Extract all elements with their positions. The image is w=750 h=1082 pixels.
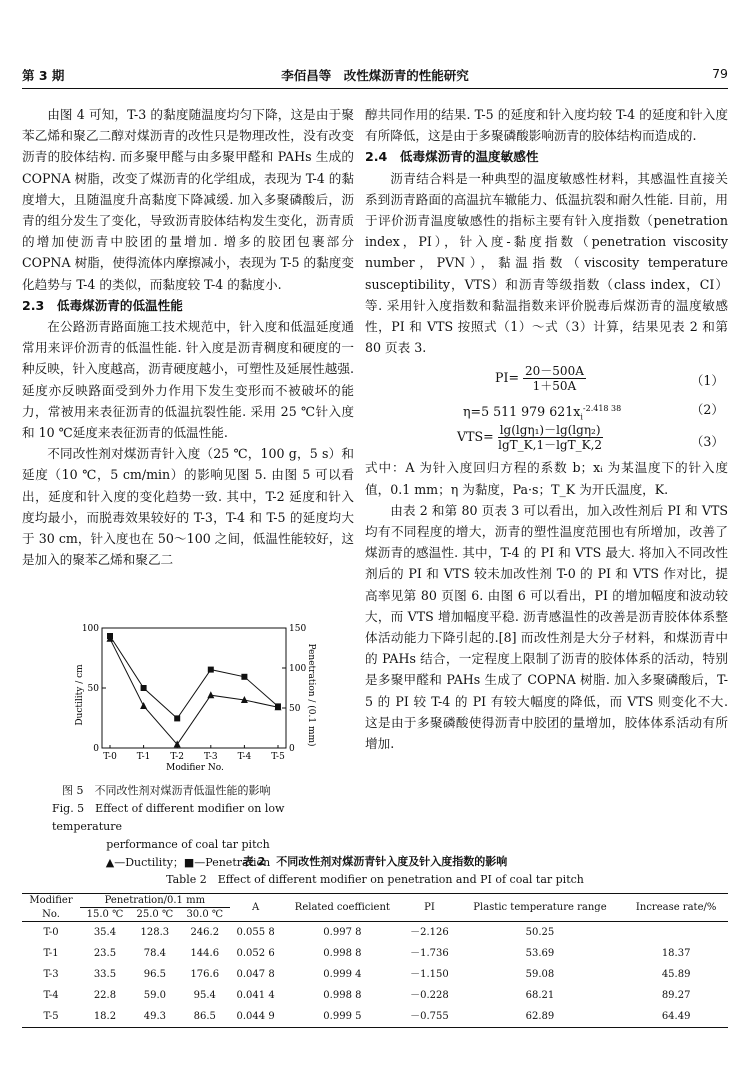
table-row xyxy=(22,964,728,985)
equation-3-number: （3） xyxy=(690,434,724,450)
equation-3-lhs: VTS= xyxy=(457,429,494,445)
table-cell: 0.997 8 xyxy=(323,927,362,938)
y-tick-label-left: 0 xyxy=(93,744,99,754)
equation-1 xyxy=(365,362,728,396)
running-title: 李佰昌等 改性煤沥青的性能研究 xyxy=(281,68,469,83)
table-cell: －0.755 xyxy=(403,1006,455,1028)
table-cell: －2.126 xyxy=(410,927,449,938)
table-cell: 144.6 xyxy=(190,948,220,959)
x-tick-label: T-4 xyxy=(237,752,252,762)
table-cell: 59.0 xyxy=(143,990,166,1001)
y-tick-label-right: 50 xyxy=(289,704,301,714)
table-cell: 95.4 xyxy=(193,990,216,1001)
table-cell: 45.89 xyxy=(661,969,691,980)
equation-1-number: （1） xyxy=(690,373,724,389)
table-row xyxy=(22,943,728,964)
table-cell: 0.998 8 xyxy=(323,990,362,1001)
plot-frame xyxy=(102,628,286,748)
table-header-a: A xyxy=(230,894,282,922)
penetration-point xyxy=(141,685,147,691)
table-cell xyxy=(624,922,728,944)
table-cell: T-3 xyxy=(43,969,59,980)
table-cell: 62.89 xyxy=(456,1006,625,1028)
table-cell: 33.5 xyxy=(93,969,117,980)
paragraph: 式中：A 为针入度回归方程的系数 b；xᵢ 为某温度下的针入度值，0.1 mm；η 为黏度，Pa·s；T_K 为开氏温度，K. xyxy=(365,460,728,497)
table-cell: 0.999 5 xyxy=(282,1006,404,1028)
figure-caption-en-2: performance of coal tar pitch xyxy=(106,838,270,851)
figure-caption-en-1: Fig. 5 Effect of different modifier on low temperature xyxy=(52,802,285,833)
equation-2-subscript: i xyxy=(580,413,583,423)
table-cell: T-0 xyxy=(43,927,59,938)
table-cell: 176.6 xyxy=(190,969,220,980)
table-header-penetration: Penetration/0.1 mm xyxy=(80,894,230,908)
paragraph: 不同改性剂对煤沥青针入度（25 ℃，100 g，5 s）和延度（10 ℃，5 cm/min）的影响见图 5. 由图 5 可以看出，延度和针入度的变化趋势一致. 其中，T-2 延度和针入度均最小，而脱毒效果较好的 T-3，T-4 和 T-5 的延度均大于 30 cm，针入度也在 50～100 之间，低温性能较好，这是加入的聚苯乙烯和聚乙二 xyxy=(22,446,354,568)
table-cell: T-5 xyxy=(22,1006,80,1028)
table-cell: －0.228 xyxy=(410,990,449,1001)
y-tick-label-right: 0 xyxy=(289,744,295,754)
table-cell: 53.69 xyxy=(525,948,555,959)
equation-3 xyxy=(365,421,728,457)
penetration-point xyxy=(174,715,180,721)
section-heading-2-4: 2.4 低毒煤沥青的温度敏感性 xyxy=(365,149,539,165)
ductility-point xyxy=(207,691,214,698)
figure-5 xyxy=(22,620,354,869)
ductility-line xyxy=(110,639,278,745)
figure-caption-zh: 图 5 不同改性剂对煤沥青低温性能的影响 xyxy=(62,784,271,797)
running-header xyxy=(22,66,728,86)
figure-legend: ▲—Ductility；■—Penetration xyxy=(105,856,271,869)
penetration-point xyxy=(241,674,247,680)
paragraph: 由表 2 和第 80 页表 3 可以看出，加入改性剂后 PI 和 VTS 均有不同程度的增大，沥青的塑性温度范围也有所增加，改善了煤沥青的感温性. 其中，T-4 的 PI 和 VTS 最大. 将加入不同改性剂后的 PI 和 VTS 较未加改性剂 T-0 的 PI 和 VTS 作对比，提高率见第 80 页图 6. 由图 6 可以看出，PI 的增加幅度和波动较大，而 VTS 增加幅度平稳. 沥青感温性的改善是沥青胶体体系整体活动能力下降引起的.[8] 而改性剂是大分子材料，和煤沥青中的 PAHs 结合，一定程度上限制了沥青的胶体体系的活动，特别是多聚甲醛和 PAHs 生成了 COPNA 树脂. 加入多聚磷酸后，T-5 的 PI 较 T-4 的 PI 有较大幅度的降低，而 VTS 则变化不大. 这是由于多聚磷酸使得沥青中胶团的量增加，胶体体系活动有所增加. xyxy=(365,502,728,752)
table-cell: 18.37 xyxy=(661,948,691,959)
y-tick-label-left: 100 xyxy=(81,624,99,634)
table-2-caption-zh: 表 2 不同改性剂对煤沥青针入度及针入度指数的影响 xyxy=(242,855,508,868)
table-header-increase-rate: Increase rate/% xyxy=(624,894,728,922)
penetration-point xyxy=(208,667,214,673)
equation-3-numerator: lg(lgη₁)－lg(lgη₂) xyxy=(499,423,601,438)
equation-2-body: η=5 511 979 621x xyxy=(463,404,581,420)
table-cell: T-4 xyxy=(43,990,59,1001)
paragraph: 在公路沥青路面施工技术规范中，针入度和低温延度通常用来评价沥青的低温性能. 针入度是沥青稠度和硬度的一种反映，针入度越高，沥青硬度越小，可塑性及延展性越强. 延度亦反映路面受到外力作用下发生变形而不被破坏的能力，常被用来表征沥青的低温抗裂性能. 采用 25 ℃针入度和 10 ℃延度来表征沥青的低温性能. xyxy=(22,319,354,441)
table-header-related-coefficient: Related coefficient xyxy=(282,894,404,922)
table-header-30c: 30.0 ℃ xyxy=(180,908,230,922)
issue-number: 第 3 期 xyxy=(22,68,65,83)
table-cell: 0.055 8 xyxy=(236,927,275,938)
left-column xyxy=(22,104,354,570)
table-header-no: No. xyxy=(22,908,80,922)
table-cell: 0.041 4 xyxy=(236,990,275,1001)
table-cell: 0.052 6 xyxy=(236,948,275,959)
table-cell: 68.21 xyxy=(525,990,555,1001)
paragraph: 由图 4 可知，T-3 的黏度随温度均匀下降，这是由于聚苯乙烯和聚乙二醇对煤沥青的改性只是物理改性，没有改变沥青的胶体结构. 而多聚甲醛与由多聚甲醛和 PAHs 生成的 COPNA 树脂，改变了煤沥青的化学组成，表现为 T-4 的黏度增大，且随温度升高黏度下降减缓. 加入多聚磷酸后，沥青的组分发生了变化，导致沥青胶体结构发生变化，沥青质的增加使沥青中胶团的量增加. 增多的胶团包裹部分 COPNA 树脂，使得流体内摩擦减小，表现为 T-5 的黏度变化趋势与 T-4 的类似，而黏度较 T-4 的黏度小. xyxy=(22,107,354,292)
table-cell: 96.5 xyxy=(143,969,166,980)
figure-5-chart xyxy=(22,620,354,780)
table-header-modifier: Modifier xyxy=(22,894,80,908)
equation-2-exponent: -2.418 38 xyxy=(582,404,622,414)
y-tick-label-left: 50 xyxy=(87,684,99,694)
table-cell: 35.4 xyxy=(93,927,117,938)
table-header-15c: 15.0 ℃ xyxy=(80,908,130,922)
table-cell: 22.8 xyxy=(93,990,117,1001)
table-cell: 64.49 xyxy=(624,1006,728,1028)
table-cell: －1.736 xyxy=(410,948,449,959)
y-axis-label-left: Ductility / cm xyxy=(75,664,85,726)
penetration-point xyxy=(107,633,113,639)
y-tick-label-right: 100 xyxy=(289,664,307,674)
table-cell: 0.044 9 xyxy=(230,1006,282,1028)
table-header-pi: PI xyxy=(403,894,455,922)
table-cell: 0.998 8 xyxy=(323,948,362,959)
table-cell: 23.5 xyxy=(93,948,117,959)
x-tick-label: T-0 xyxy=(103,752,117,762)
page-number: 79 xyxy=(712,66,728,81)
equation-2-number: （2） xyxy=(690,402,724,418)
x-tick-label: T-1 xyxy=(136,752,151,762)
equation-1-lhs: PI= xyxy=(495,370,520,386)
table-cell: 59.08 xyxy=(525,969,555,980)
right-column xyxy=(365,104,728,754)
penetration-line xyxy=(110,636,278,718)
equation-2 xyxy=(365,396,728,421)
table-cell: 78.4 xyxy=(143,948,166,959)
table-cell: T-1 xyxy=(43,948,59,959)
table-cell: 89.27 xyxy=(661,990,691,1001)
table-header-25c: 25.0 ℃ xyxy=(130,908,180,922)
paragraph: 醇共同作用的结果. T-5 的延度和针入度均较 T-4 的延度和针入度有所降低，这是由于多聚磷酸影响沥青的胶体结构而造成的. xyxy=(365,107,728,144)
y-axis-label-right: Penetration / (0.1 mm) xyxy=(306,643,316,747)
table-cell: 86.5 xyxy=(180,1006,230,1028)
table-cell: 49.3 xyxy=(130,1006,180,1028)
table-row xyxy=(22,922,728,944)
penetration-point xyxy=(275,703,281,709)
x-axis-label: Modifier No. xyxy=(166,763,224,773)
paragraph: 沥青结合料是一种典型的温度敏感性材料，其感温性直接关系到沥青路面的高温抗车辙能力、低温抗裂和耐久性能. 目前，用于评价沥青温度敏感性的指标主要有针入度指数（penetration index，PI），针入度-黏度指数（penetration viscosity number，PVN），黏温指数（viscosity temperature susceptibility，VTS）和沥青等级指数（class index，CI）等. 采用针入度指数和黏温指数来评价脱毒后煤沥青的温度敏感性，PI 和 VTS 按照式（1）～式（3）计算，结果见表 2 和第 80 页表 3. xyxy=(365,170,728,356)
x-tick-label: T-2 xyxy=(170,752,185,762)
y-tick-label-right: 150 xyxy=(289,624,307,634)
equation-1-denominator: 1＋50A xyxy=(532,379,577,394)
table-cell: 18.2 xyxy=(80,1006,130,1028)
table-cell: －1.150 xyxy=(410,969,449,980)
equation-3-denominator: lgT_K,1－lgT_K,2 xyxy=(498,438,603,453)
table-cell: 0.047 8 xyxy=(236,969,275,980)
table-cell: 128.3 xyxy=(140,927,170,938)
ductility-point xyxy=(140,702,147,709)
x-tick-label: T-3 xyxy=(203,752,218,762)
table-row xyxy=(22,1006,728,1028)
table-2 xyxy=(22,893,728,1028)
equation-1-numerator: 20－500A xyxy=(525,364,584,379)
table-cell: 246.2 xyxy=(190,927,220,938)
header-rule xyxy=(22,88,728,89)
table-header-plastic-range: Plastic temperature range xyxy=(456,894,625,922)
table-cell: 0.999 4 xyxy=(323,969,362,980)
x-tick-label: T-5 xyxy=(271,752,285,762)
table-row xyxy=(22,985,728,1006)
section-heading-2-3: 2.3 低毒煤沥青的低温性能 xyxy=(22,297,183,313)
table-2-caption-en: Table 2 Effect of different modifier on penetration and PI of coal tar pitch xyxy=(166,873,584,886)
table-cell: 50.25 xyxy=(525,927,555,938)
